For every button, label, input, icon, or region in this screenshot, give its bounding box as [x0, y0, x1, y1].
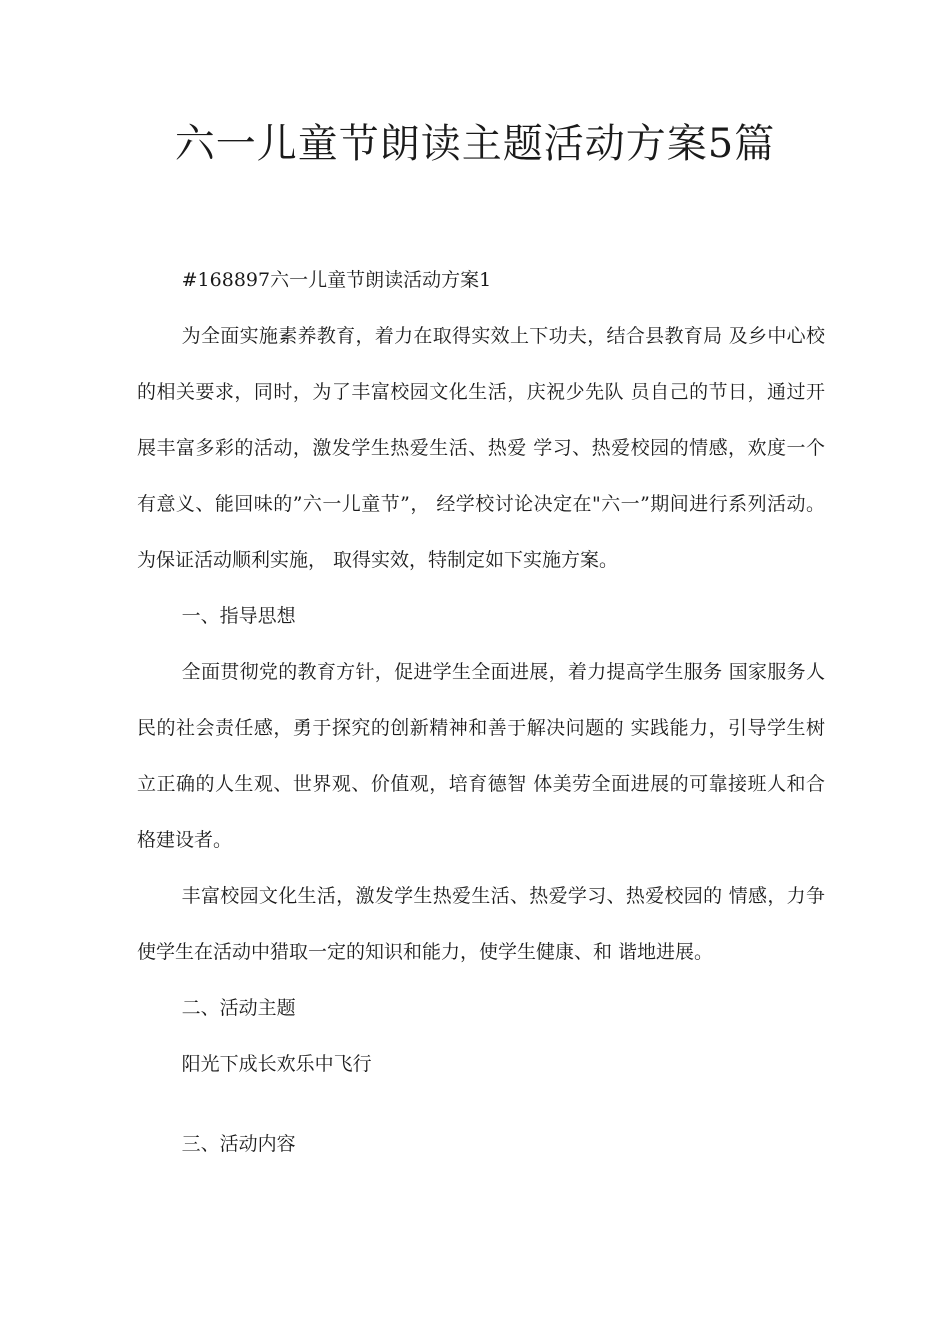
plan-subtitle: #168897六一儿童节朗读活动方案1	[181, 269, 492, 291]
document-title: 六一儿童节朗读主题活动方案5篇	[174, 121, 776, 167]
intro-paragraph: 为全面实施素养教育，着力在取得实效上下功夫，结合县教育局 及乡中心校的相关要求，同时，为了丰富校园文化生活，庆祝少先队 员自己的节日，通过开展丰富多彩的活动，激发学生热爱生活、热爱 学习、热爱校园的情感，欢度一个有意义、能回味的”六一儿童节”， 经学校讨论决定在"六一”期间进行系列活动。为保证活动顺利实施， 取得实效，特制定如下实施方案。	[137, 325, 825, 571]
section-heading-guide: 一、指导思想	[181, 605, 296, 627]
guide-paragraph-1: 全面贯彻党的教育方针，促进学生全面进展，着力提高学生服务 国家服务人民的社会责任感，勇于探究的创新精神和善于解决问题的 实践能力，引导学生树立正确的人生观、世界观、价值观，培育德智 体美劳全面进展的可靠接班人和合格建设者。	[137, 661, 825, 851]
theme-text: 阳光下成长欢乐中飞行	[181, 1053, 372, 1075]
section-heading-content: 三、活动内容	[181, 1133, 296, 1155]
document-body	[137, 252, 825, 1172]
section-heading-theme: 二、活动主题	[181, 997, 296, 1019]
guide-paragraph-2: 丰富校园文化生活，激发学生热爱生活、热爱学习、热爱校园的 情感，力争使学生在活动中猎取一定的知识和能力，使学生健康、和 谐地进展。	[137, 885, 825, 963]
